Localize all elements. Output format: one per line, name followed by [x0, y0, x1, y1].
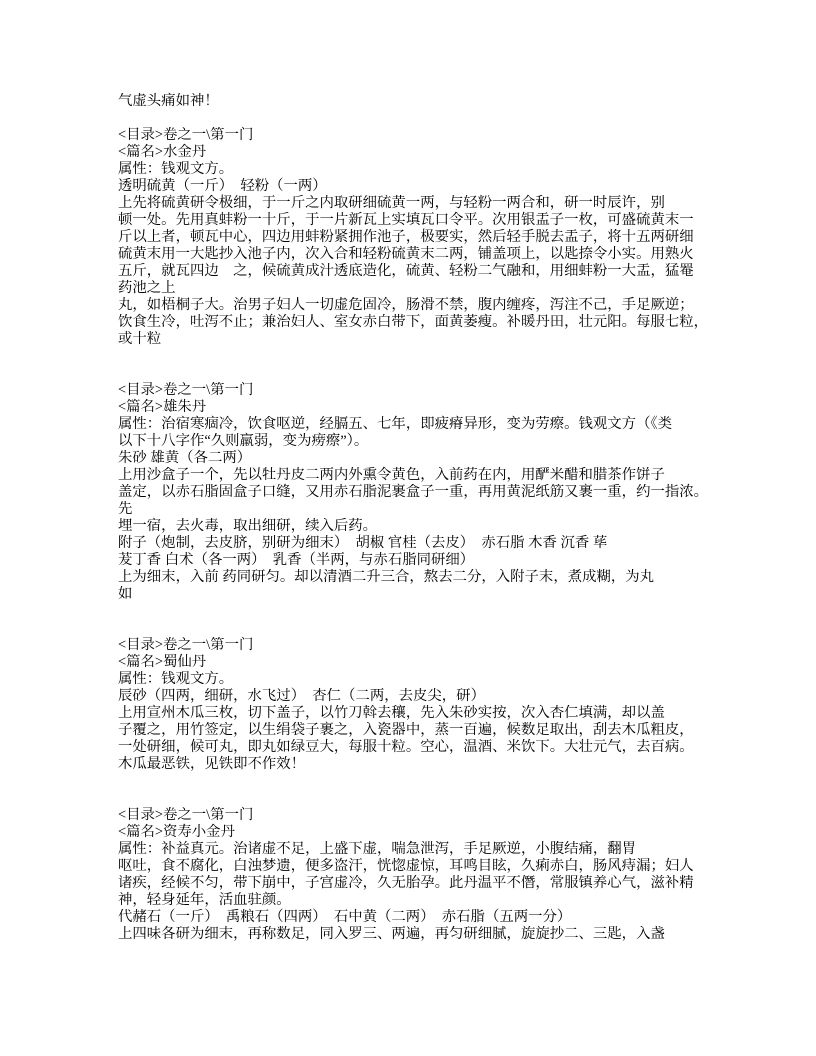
- text-line: 饮食生冷，吐泻不止；兼治妇人、室女赤白带下，面黄萎瘦。补暖丹田，壮元阳。每服七粒，: [118, 314, 709, 330]
- entry-shui-jin-dan: [118, 127, 710, 348]
- text-line: 茇丁香 白术（各一两） 乳香（半两，与赤石脂同研细）: [118, 552, 475, 568]
- text-line: <目录>卷之一\第一门: [118, 807, 254, 823]
- text-line: 埋一宿，去火毒，取出细研，续入后药。: [118, 518, 378, 534]
- text-line: 以下十八字作“久则羸弱，变为痨瘵”）。: [118, 433, 369, 449]
- text-line: 一处研细，候可丸，即丸如绿豆大，每服十粒。空心，温酒、米饮下。大壮元气，去百病。: [118, 739, 694, 755]
- document-content: [118, 93, 710, 943]
- text-line: 诸疾，经候不匀，带下崩中，子宫虚冷，久无胎孕。此丹温平不僭，常服镇养心气，滋补精: [118, 875, 694, 891]
- text-line: <目录>卷之一\第一门: [118, 382, 254, 398]
- text-line: 神，轻身延年，活血驻颜。: [118, 892, 291, 908]
- text-line: 木瓜最恶铁，见铁即不作效！: [118, 756, 306, 772]
- text-line: 药池之上: [118, 280, 176, 296]
- text-line: 上先将硫黄研令极细，于一斤之内取研细硫黄一两，与轻粉一两合和，研一时辰许，别: [118, 195, 665, 211]
- entry-shu-xian-dan: [118, 637, 710, 773]
- text-line: 附子（炮制，去皮脐，别研为细末） 胡椒 官桂（去皮） 赤石脂 木香 沉香 荜: [118, 535, 608, 551]
- text-line: <篇名>蜀仙丹: [118, 654, 207, 670]
- text-line: 上为细末，入前 药同研匀。却以清酒二升三合，熬去二分，入附子末，煮成糊，为丸: [118, 569, 655, 585]
- text-line: <目录>卷之一\第一门: [118, 127, 254, 143]
- text-line: 气虚头痛如神！: [118, 93, 219, 109]
- entry-xiong-zhu-dan: [118, 382, 710, 603]
- text-line: 属性：钱观文方。: [118, 161, 234, 177]
- text-line: <篇名>雄朱丹: [118, 399, 207, 415]
- text-line: 朱砂 雄黄（各二两）: [118, 450, 252, 466]
- text-line: 呕吐，食不腐化，白浊梦遗，便多盗汗，恍惚虚惊，耳鸣目眩，久痢赤白，肠风痔漏；妇人: [118, 858, 694, 874]
- text-line: 硫黄末用一大匙抄入池子内，次入合和轻粉硫黄末二两，铺盖项上，以匙捺令小实。用熟火: [118, 246, 694, 262]
- text-line: 或十粒: [118, 331, 162, 347]
- text-line: 属性：治宿寒痼冷，饮食呕逆，经膈五、七年，即疲瘠异形，变为劳瘵。钱观文方（《类: [118, 416, 673, 432]
- text-line: 丸，如梧桐子大。治男子妇人一切虚危固冷，肠滑不禁，腹内缠疼，泻注不己，手足厥逆；: [118, 297, 694, 313]
- text-line: 属性：补益真元。治诸虚不足，上盛下虚，喘急泄泻，手足厥逆，小腹结痛，翻胃: [118, 841, 637, 857]
- text-line: 上四味各研为细末，再称数足，同入罗三、两遍，再匀研细腻，旋旋抄二、三匙，入盏: [118, 926, 665, 942]
- text-line: <篇名>资寿小金丹: [118, 824, 235, 840]
- text-line: 先: [118, 501, 133, 517]
- text-line: 五斤，就瓦四边 之，候硫黄成汁透底造化，硫黄、轻粉二气融和，用细蚌粉一大盂，猛罨: [118, 263, 694, 279]
- text-line: 透明硫黄（一斤） 轻粉（一两）: [118, 178, 327, 194]
- text-line: <篇名>水金丹: [118, 144, 207, 160]
- intro-line: [118, 93, 710, 110]
- text-line: 顿一处。先用真蚌粉一十斤，于一片新瓦上实填瓦口令平。次用银盂子一枚，可盛硫黄末一: [118, 212, 694, 228]
- text-line: 上用宣州木瓜三枚，切下盖子，以竹刀斡去穰，先入朱砂实按，次入杏仁填满，却以盖: [118, 705, 665, 721]
- text-line: 上用沙盒子一个，先以牡丹皮二两内外熏令黄色，入前药在内，用酽米醋和腊茶作饼子: [118, 467, 665, 483]
- text-line: 属性：钱观文方。: [118, 671, 234, 687]
- text-line: 代赭石（一斤） 禹粮石（四两） 石中黄（二两） 赤石脂（五两一分）: [118, 909, 572, 925]
- text-line: 如: [118, 586, 133, 602]
- text-line: 辰砂（四两，细研，水飞过） 杏仁（二两，去皮尖，研）: [118, 688, 485, 704]
- text-line: <目录>卷之一\第一门: [118, 637, 254, 653]
- text-line: 斤以上者，顿瓦中心，四边用蚌粉紧拥作池子，极要实，然后轻手脱去盂子，将十五两研细: [118, 229, 694, 245]
- text-line: 子覆之，用竹签定，以生绢袋子裹之，入瓷器中，蒸一百遍，候数足取出，刮去木瓜粗皮，: [118, 722, 694, 738]
- entry-zi-shou-xiao-jin-dan: [118, 807, 710, 943]
- text-line: 盖定，以赤石脂固盒子口缝，又用赤石脂泥裹盒子一重，再用黄泥纸筋又裹一重，约一指浓。: [118, 484, 709, 500]
